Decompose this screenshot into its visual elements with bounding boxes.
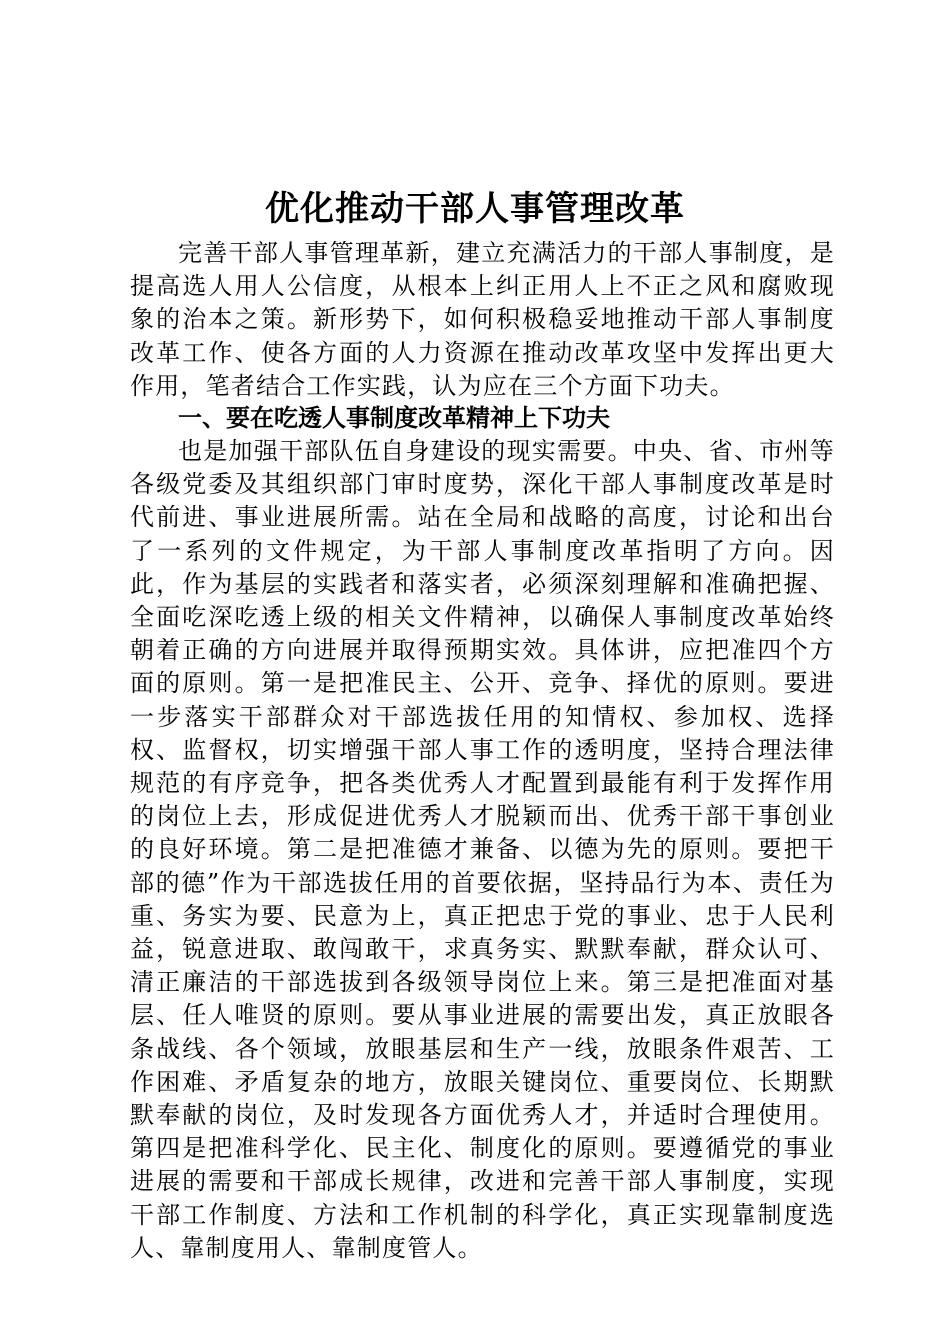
body-paragraph: 也是加强干部队伍自身建设的现实需要。中央、省、市州等各级党委及其组织部门审时度势，深化干部人事制度改革是时代前进、事业进展所需。站在全局和战略的高度，讨论和出台了一系列的文件规定，为干部人事制度改革指明了方向。因此，作为基层的实践者和落实者，必须深刻理解和准确把握、全面吃深吃透上级的相关文件精神，以确保人事制度改革始终朝着正确的方向进展并取得预期实效。具体讲，应把准四个方面的原则。第一是把准民主、公开、竞争、择优的原则。要进一步落实干部群众对干部选拔任用的知情权、参加权、选择权、监督权，切实增强干部人事工作的透明度，坚持合理法律规范的有序竞争，把各类优秀人才配置到最能有利于发挥作用的岗位上去，形成促进优秀人才脱颖而出、优秀干部干事创业的良好环境。第二是把准德才兼备、以德为先的原则。要把干部的德”作为干部选拔任用的首要依据，坚持品行为本、责任为重、务实为要、民意为上，真正把忠于党的事业、忠于人民利益，锐意进取、敢闯敢干，求真务实、默默奉献，群众认可、清正廉洁的干部选拔到各级领导岗位上来。第三是把准面对基层、任人唯贤的原则。要从事业进展的需要出发，真正放眼各条战线、各个领域，放眼基层和生产一线，放眼条件艰苦、工作困难、矛盾复杂的地方，放眼关键岗位、重要岗位、长期默默奉献的岗位，及时发现各方面优秀人才，并适时合理使用。第四是把准科学化、民主化、制度化的原则。要遵循党的事业进展的需要和干部成长规律，改进和完善干部人事制度，实现干部工作制度、方法和工作机制的科学化，真正实现靠制度选人、靠制度用人、靠制度管人。 xyxy=(130,437,835,1262)
document-title: 优化推动干部人事管理改革 xyxy=(265,189,685,229)
section-heading: 一、要在吃透人事制度改革精神上下功夫 xyxy=(178,404,610,432)
intro-paragraph: 完善干部人事管理革新，建立充满活力的干部人事制度，是提高选人用人公信度，从根本上纠正用人上不正之风和腐败现象的治本之策。新形势下，如何积极稳妥地推动干部人事制度改革工作、使各方面的人力资源在推动改革攻坚中发挥出更大作用，笔者结合工作实践，认为应在三个方面下功夫。 xyxy=(130,239,835,400)
